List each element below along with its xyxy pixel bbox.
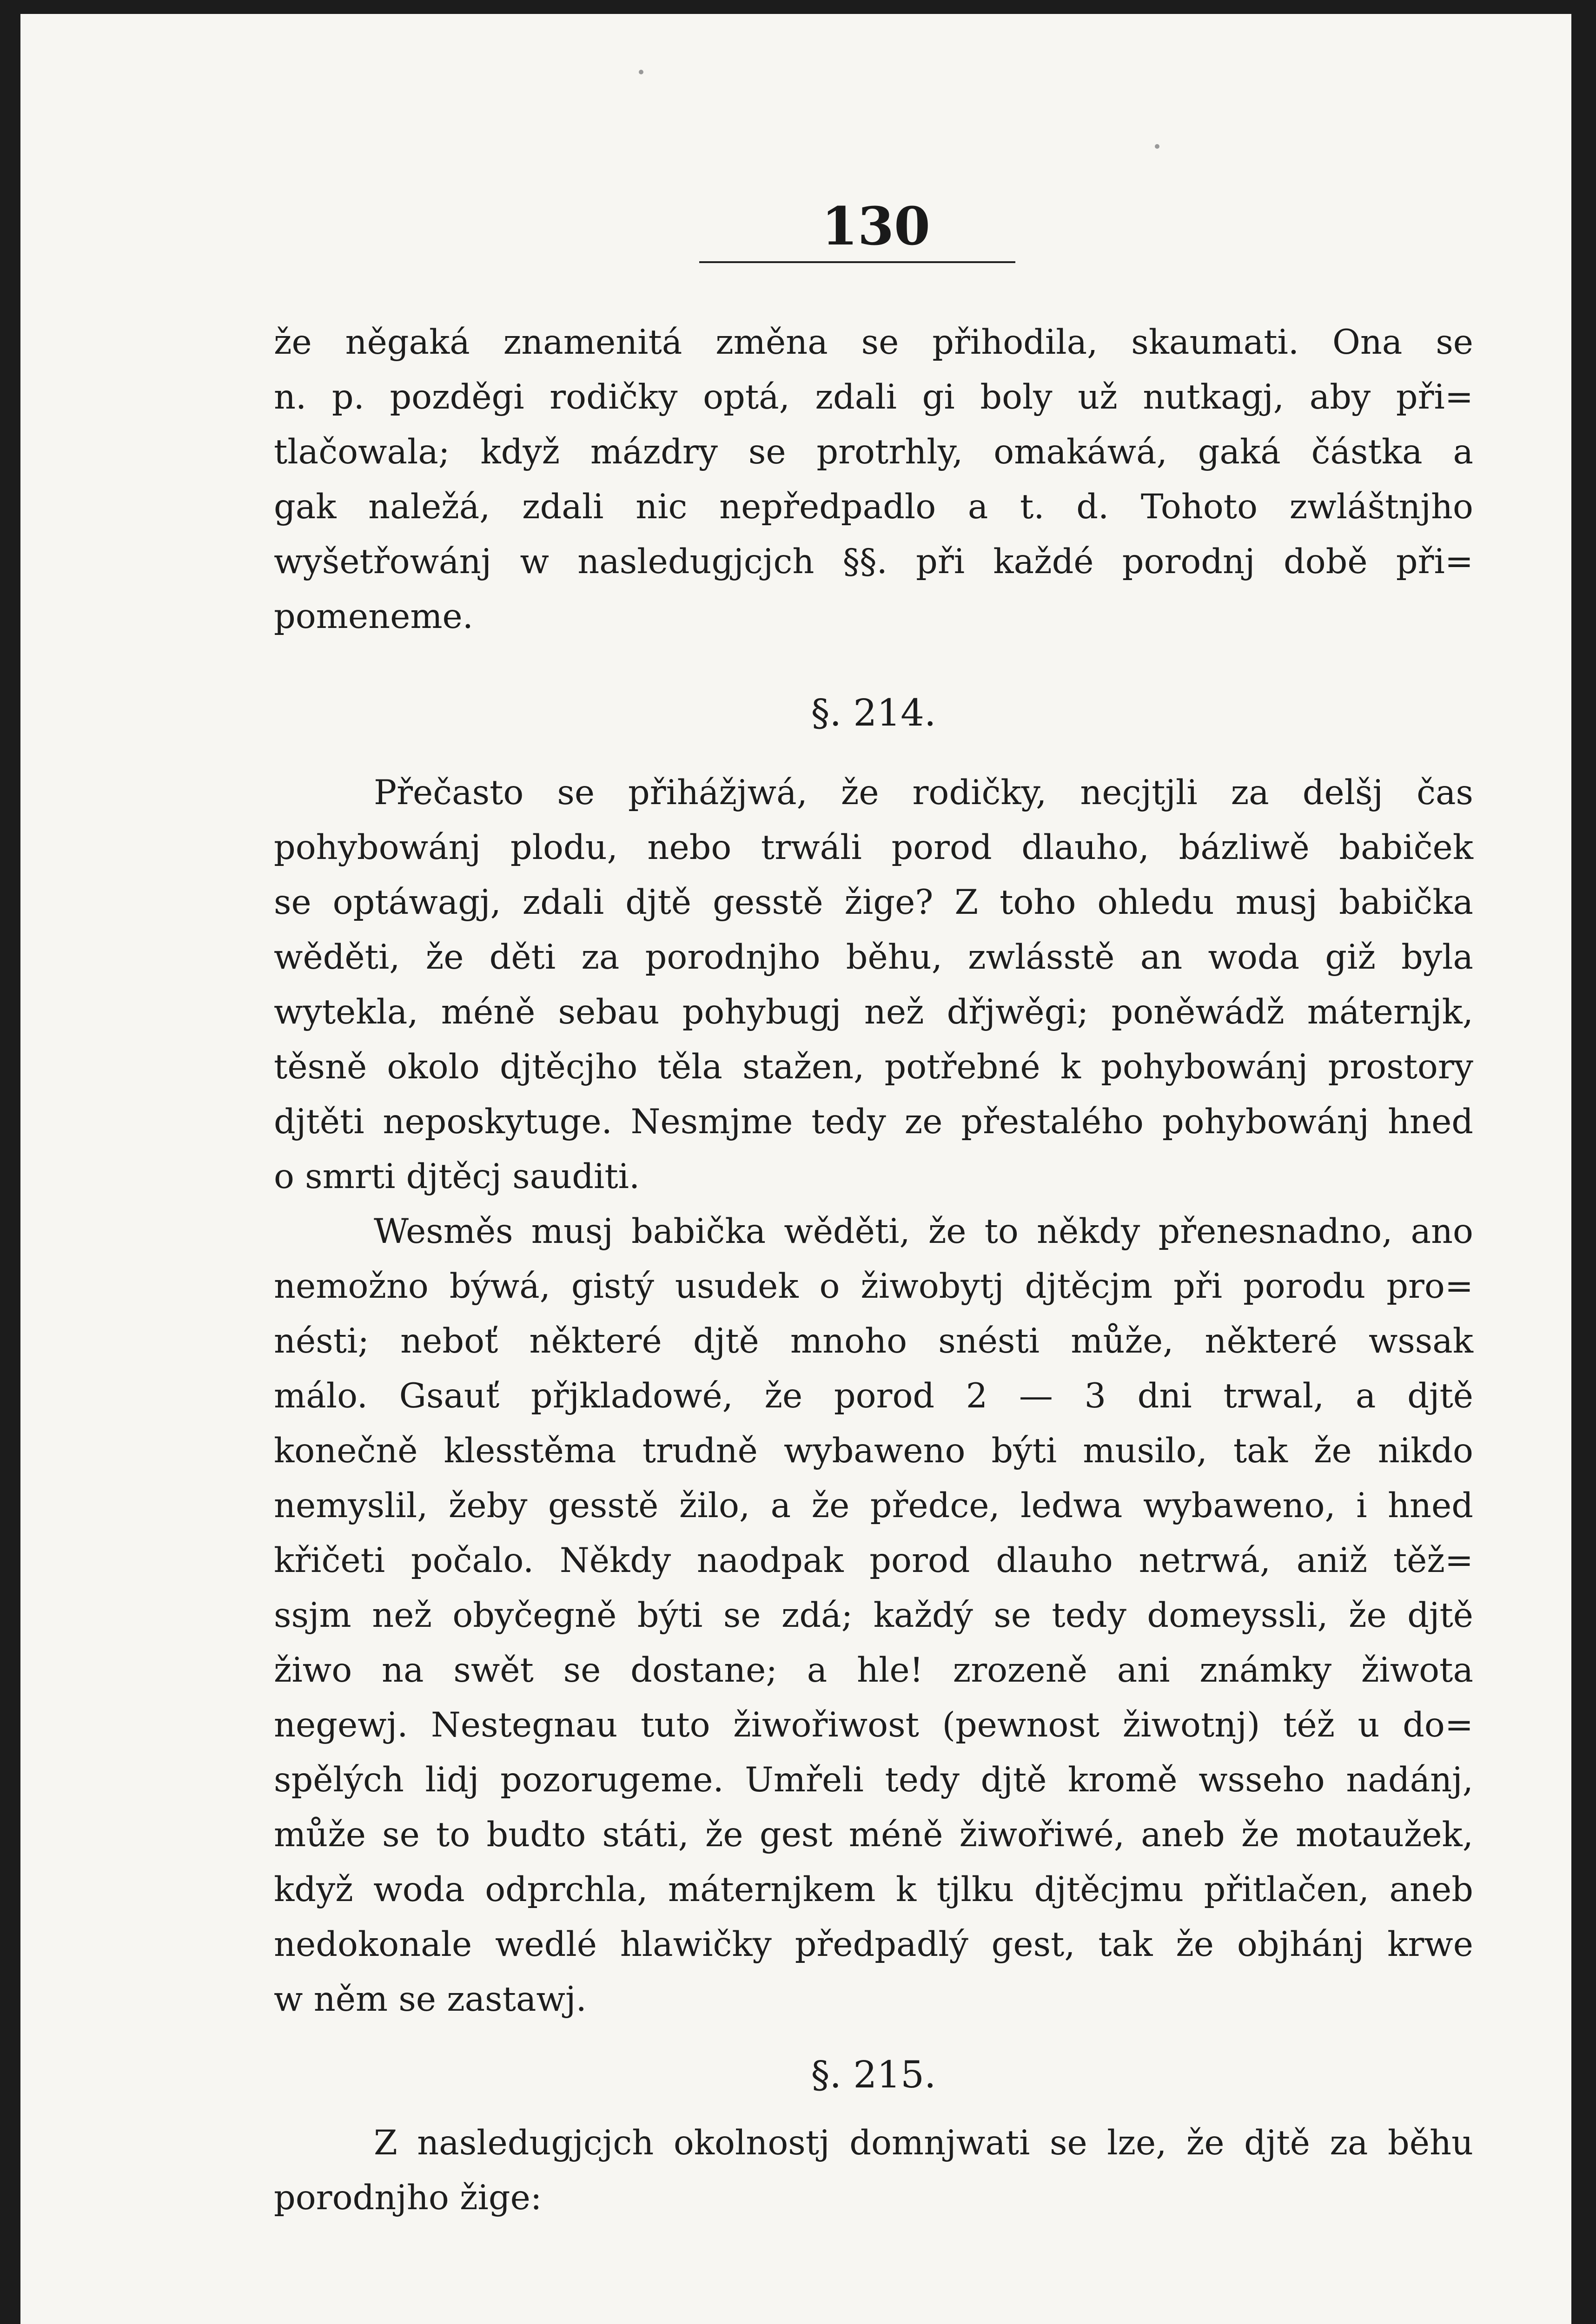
paper-speck	[1155, 144, 1159, 149]
text-line: křičeti počalo. Někdy naodpak porod dlauho netrwá, aniž těž=	[274, 1541, 1473, 1580]
section-heading-215: §. 215.	[811, 2053, 936, 2096]
text-line: Přečasto se přihážjwá, že rodičky, necjtjli za delšj čas	[374, 773, 1473, 812]
text-line: wytekla, méně sebau pohybugj než dřjwěgi; poněwádž máternjk,	[274, 992, 1473, 1032]
text-line: nedokonale wedlé hlawičky předpadlý gest, tak že objhánj krwe	[274, 1925, 1473, 1964]
text-line: nemyslil, žeby gesstě žilo, a že předce, ledwa wybaweno, i hned	[274, 1486, 1473, 1525]
text-line: může se to budto státi, že gest méně žiwořiwé, aneb že motaužek,	[274, 1815, 1473, 1855]
text-line: spělých lidj pozorugeme. Umřeli tedy djtě kromě wsseho nadánj,	[274, 1760, 1473, 1800]
text-line: že něgaká znamenitá změna se přihodila, skaumati. Ona se	[274, 323, 1473, 362]
text-line: tlačowala; když mázdry se protrhly, omakáwá, gaká částka a	[274, 432, 1473, 472]
text-line: wyšetřowánj w nasledugjcjch §§. při každé porodnj době při=	[274, 542, 1473, 581]
text-line: žiwo na swět se dostane; a hle! zrozeně ani známky žiwota	[274, 1651, 1473, 1690]
header-rule	[699, 261, 1015, 263]
text-line: djtěti neposkytuge. Nesmjme tedy ze přestalého pohybowánj hned	[274, 1102, 1473, 1142]
text-line: se optáwagj, zdali djtě gesstě žige? Z toho ohledu musj babička	[274, 883, 1473, 922]
text-line: ssjm než obyčegně býti se zdá; každý se tedy domeyssli, že djtě	[274, 1596, 1473, 1635]
text-line: konečně klesstěma trudně wybaweno býti musilo, tak že nikdo	[274, 1431, 1473, 1471]
text-line: Wesměs musj babička wěděti, že to někdy přenesnadno, ano	[374, 1212, 1473, 1251]
text-line: wěděti, že děti za porodnjho běhu, zwlásstě an woda giž byla	[274, 938, 1473, 977]
text-line: pohybowánj plodu, nebo trwáli porod dlauho, bázliwě babiček	[274, 828, 1473, 867]
text-line: těsně okolo djtěcjho těla stažen, potřebné k pohybowánj prostory	[274, 1047, 1473, 1087]
text-line: w něm se zastawj.	[274, 1980, 587, 2019]
text-line: Z nasledugjcjch okolnostj domnjwati se lze, že djtě za běhu	[374, 2123, 1473, 2163]
paragraph-1	[274, 315, 1473, 644]
section-heading-214: §. 214.	[811, 691, 936, 734]
text-line: pomeneme.	[274, 597, 473, 636]
paper-speck	[639, 70, 643, 74]
text-line: porodnjho žige:	[274, 2178, 542, 2218]
paragraph-2-3	[274, 766, 1473, 2027]
text-line: málo. Gsauť přjkladowé, že porod 2 — 3 dni trwal, a djtě	[274, 1376, 1473, 1416]
text-line: n. p. pozděgi rodičky optá, zdali gi boly už nutkagj, aby při=	[274, 377, 1473, 417]
paragraph-4	[274, 2116, 1473, 2225]
text-line: nésti; neboť některé djtě mnoho snésti může, některé wssak	[274, 1321, 1473, 1361]
page-number: 130	[821, 196, 930, 257]
text-line: negewj. Nestegnau tuto žiwořiwost (pewnost žiwotnj) též u do=	[274, 1705, 1473, 1745]
text-line: když woda odprchla, máternjkem k tjlku djtěcjmu přitlačen, aneb	[274, 1870, 1473, 1909]
text-line: nemožno býwá, gistý usudek o žiwobytj djtěcjm při porodu pro=	[274, 1267, 1473, 1306]
book-page	[20, 14, 1571, 2324]
text-line: gak naležá, zdali nic nepředpadlo a t. d. Tohoto zwláštnjho	[274, 487, 1473, 527]
text-line: o smrti djtěcj sauditi.	[274, 1157, 640, 1196]
